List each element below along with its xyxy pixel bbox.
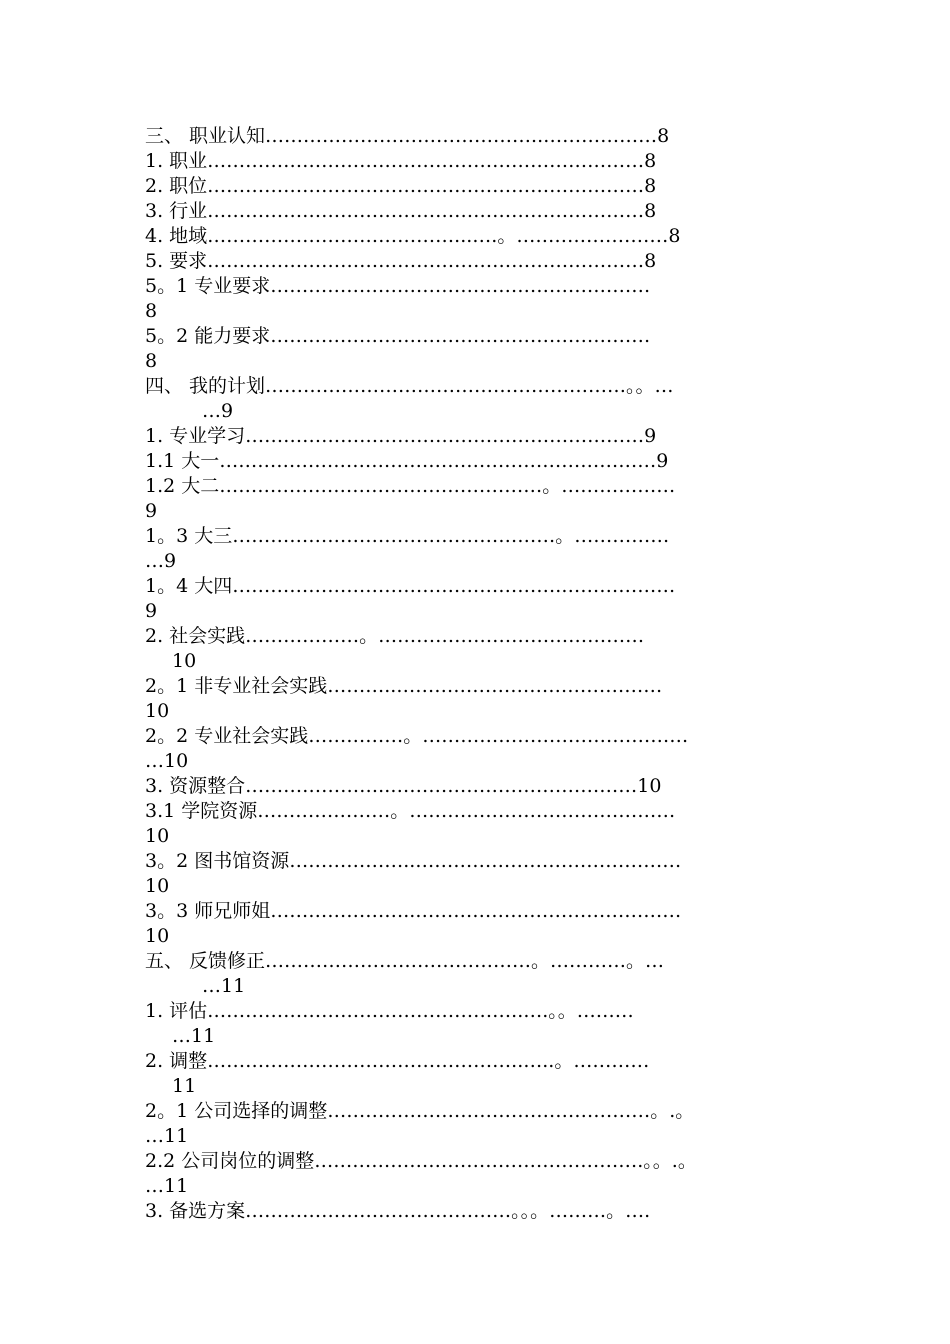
toc-line: …11 [202, 975, 246, 997]
table-of-contents [145, 124, 765, 1224]
toc-line: 9 [145, 500, 158, 522]
toc-line: 3. 备选方案……………………………………。。。………。…. [145, 1200, 651, 1222]
toc-line: 4. 地域…………………………………...….。……………………8 [145, 225, 681, 247]
toc-line: 五、 反馈修正……………………………………。…………。… [145, 950, 665, 972]
toc-line: 10 [172, 650, 197, 672]
toc-line: 2。2 专业社会实践……………。…………………………………… [145, 725, 689, 747]
toc-line: 1.2 大二……………………………………………。……………… [145, 475, 676, 497]
toc-line: 3. 行业……………………………………………………………8 [145, 200, 657, 222]
toc-line: 10 [145, 700, 170, 722]
toc-line: 10 [145, 825, 170, 847]
toc-line: 5。2 能力要求…………………………………………………… [145, 325, 651, 347]
toc-line: 5. 要求……………………………………………………………8 [145, 250, 657, 272]
toc-line: 3.1 学院资源…………………。…………………………………… [145, 800, 676, 822]
toc-line: 1. 职业……………………………………………………………8 [145, 150, 657, 172]
toc-line: 8 [145, 300, 158, 322]
toc-line: 5。1 专业要求…………………………………………………… [145, 275, 651, 297]
toc-line: 9 [145, 600, 158, 622]
toc-line: 10 [145, 875, 170, 897]
toc-line: …11 [145, 1175, 189, 1197]
toc-line: 3. 资源整合…………………..…………………………………10 [145, 775, 662, 797]
toc-line: …11 [172, 1025, 216, 1047]
toc-line: 3。3 师兄师姐…………………..…………………………………… [145, 900, 682, 922]
toc-line: 2。1 公司选择的调整……………………………………………。.。 [145, 1100, 695, 1122]
toc-line: 四、 我的计划…………………………………………………。。… [145, 375, 674, 397]
toc-line: 2.2 公司岗位的调整…………………………………………….。。.。 [145, 1150, 697, 1172]
toc-line: 2。1 非专业社会实践………..…………………………………… [145, 675, 663, 697]
toc-line: 1. 评估…………………………………………..….。。……… [145, 1000, 634, 1022]
toc-line: 2. 调整…………………………………………..…..。………… [145, 1050, 650, 1072]
toc-line: 1。4 大四…………………………………………….……………… [145, 575, 676, 597]
toc-line: 3。2 图书馆资源………………..…………………………………… [145, 850, 682, 872]
toc-line: 8 [145, 350, 158, 372]
toc-line: 1. 专业学习………………………………………………………9 [145, 425, 657, 447]
toc-line: 2. 社会实践………………。…………………………………… [145, 625, 645, 647]
toc-line: …10 [145, 750, 189, 772]
toc-line: 三、 职业认知……………………………………..………………8 [145, 125, 670, 147]
toc-line: …9 [202, 400, 234, 422]
toc-line: …11 [145, 1125, 189, 1147]
toc-line: 2. 职位……………………………………………………………8 [145, 175, 657, 197]
toc-line: 1。3 大三……………………………………………。…………… [145, 525, 670, 547]
toc-line: 10 [145, 925, 170, 947]
toc-line: …9 [145, 550, 177, 572]
toc-line: 1.1 大一……………………………………………………………9 [145, 450, 669, 472]
toc-line: 11 [172, 1075, 197, 1097]
